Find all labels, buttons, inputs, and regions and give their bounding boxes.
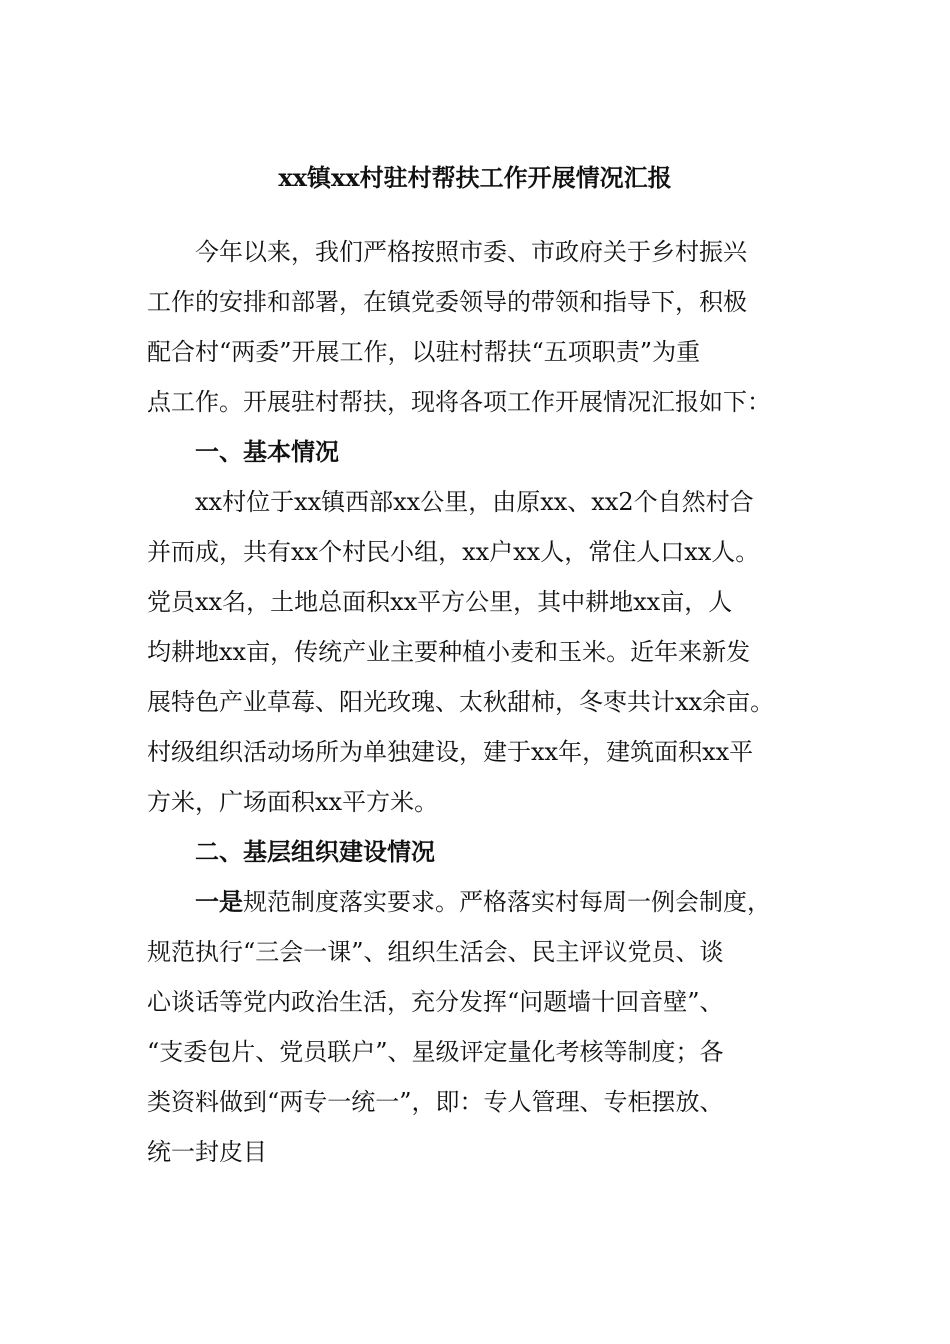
- org-line-1: [195, 884, 865, 920]
- basic-line-1: xx村位于xx镇西部xx公里，由原xx、xx2个自然村合: [195, 488, 754, 516]
- document-title: xx镇xx村驻村帮扶工作开展情况汇报: [278, 163, 672, 192]
- org-line-6: 统一封皮目: [147, 1138, 267, 1166]
- intro-line-1: 今年以来，我们严格按照市委、市政府关于乡村振兴: [195, 238, 747, 266]
- basic-line-7: 方米，广场面积xx平方米。: [147, 788, 439, 816]
- intro-line-2: 工作的安排和部署，在镇党委领导的带领和指导下，积极: [147, 288, 747, 316]
- intro-line-3: 配合村“两委”开展工作，以驻村帮扶“五项职责”为重: [147, 338, 701, 366]
- basic-line-5: 展特色产业草莓、阳光玫瑰、太秋甜柿，冬枣共计xx余亩。: [147, 688, 775, 716]
- basic-line-6: 村级组织活动场所为单独建设，建于xx年，建筑面积xx平: [147, 738, 754, 766]
- section-heading-basic: 一、基本情况: [195, 437, 339, 466]
- intro-line-4: 点工作。开展驻村帮扶，现将各项工作开展情况汇报如下：: [147, 388, 771, 416]
- basic-line-3: 党员xx名，土地总面积xx平方公里，其中耕地xx亩，人: [147, 588, 733, 616]
- basic-line-2: 并而成，共有xx个村民小组，xx户xx人，常住人口xx人。: [147, 538, 760, 566]
- org-line-2: 规范执行“三会一课”、组织生活会、民主评议党员、谈: [147, 938, 724, 966]
- org-line-1-text: 规范制度落实要求。严格落实村每周一例会制度，: [243, 888, 771, 916]
- org-line-4: “支委包片、党员联户”、星级评定量化考核等制度；各: [147, 1038, 724, 1066]
- org-line-3: 心谈话等党内政治生活，充分发挥“问题墙十回音壁”、: [147, 988, 724, 1016]
- section-heading-organization: 二、基层组织建设情况: [195, 837, 435, 866]
- org-line-5: 类资料做到“两专一统一”，即：专人管理、专柜摆放、: [147, 1088, 724, 1116]
- basic-line-4: 均耕地xx亩，传统产业主要种植小麦和玉米。近年来新发: [147, 638, 751, 666]
- point-lead: 一是: [195, 887, 243, 916]
